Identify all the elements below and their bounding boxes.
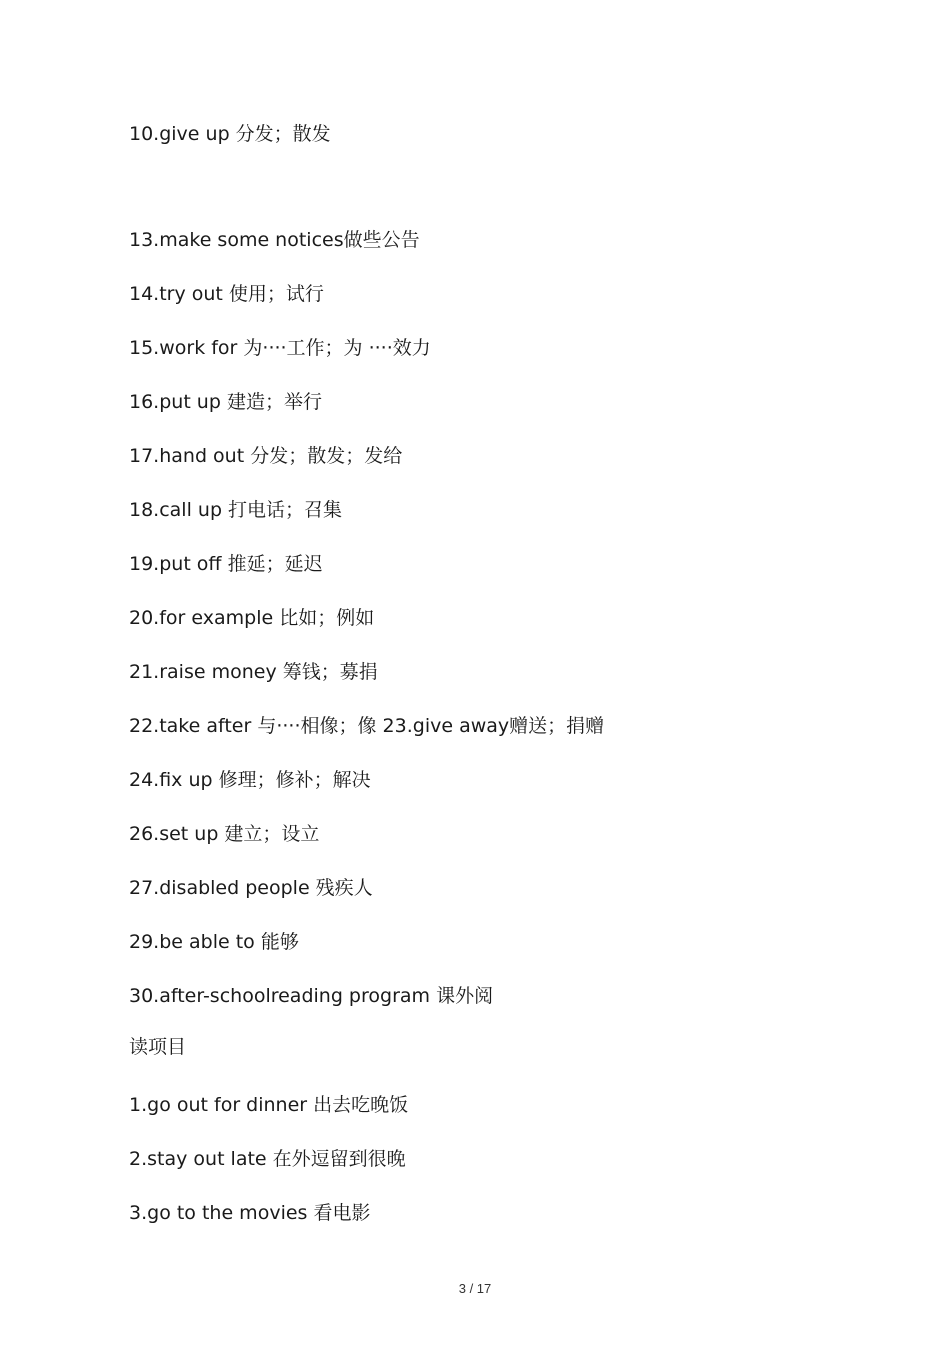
phrase-line: 13.make some notices做些公告 [129,229,420,251]
phrase-line: 19.put off 推延；延迟 [129,553,323,575]
phrase-line: 20.for example 比如；例如 [129,607,375,629]
phrase-line: 15.work for 为····工作；为 ····效力 [129,337,431,359]
phrase-line: 14.try out 使用；试行 [129,283,324,305]
phrase-line: 读项目 [129,1036,187,1058]
page-number: 3 / 17 [458,1281,492,1296]
phrase-line: 27.disabled people 残疾人 [129,877,373,899]
phrase-line: 29.be able to 能够 [129,931,299,953]
phrase-line: 18.call up 打电话；召集 [129,499,343,521]
phrase-line: 1.go out for dinner 出去吃晚饭 [129,1094,409,1116]
phrase-line: 24.fix up 修理；修补；解决 [129,769,371,791]
phrase-line: 22.take after 与····相像；像 23.give away赠送；捐赠 [129,715,605,737]
phrase-line: 10.give up 分发；散发 [129,123,331,145]
phrase-line: 3.go to the movies 看电影 [129,1202,371,1224]
phrase-line: 30.after-schoolreading program 课外阅 [129,985,494,1007]
phrase-line: 26.set up 建立；设立 [129,823,320,845]
phrase-line: 17.hand out 分发；散发；发给 [129,445,403,467]
phrase-line: 2.stay out late 在外逗留到很晚 [129,1148,406,1170]
phrase-line: 16.put up 建造；举行 [129,391,322,413]
phrase-line: 21.raise money 筹钱；募捐 [129,661,378,683]
